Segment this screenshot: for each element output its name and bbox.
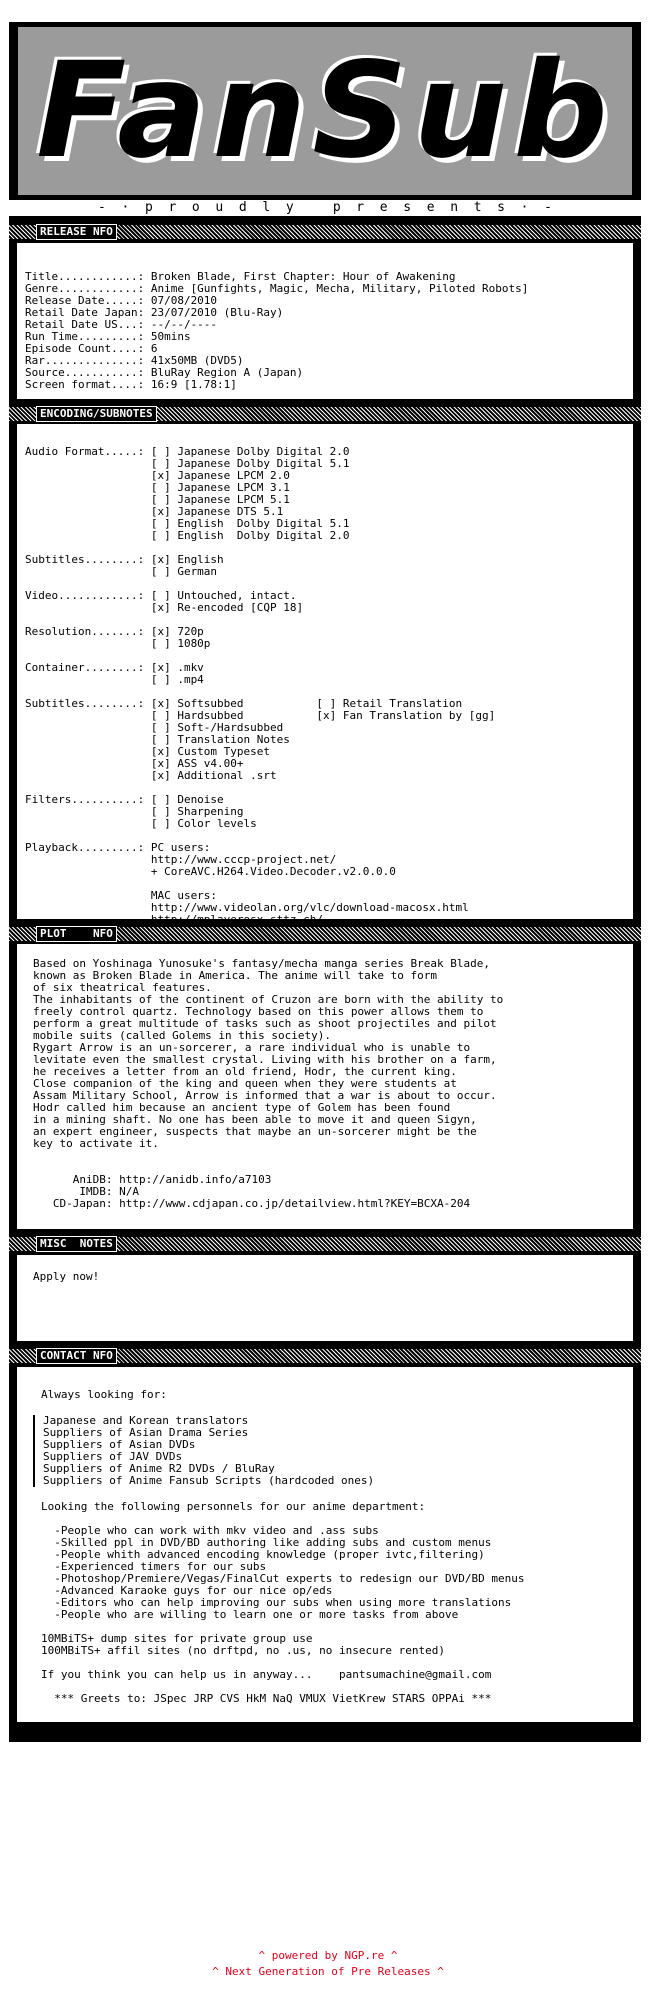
plot-header [9, 927, 641, 941]
misc-box [17, 1255, 633, 1341]
logo-text: FanSub [36, 34, 614, 188]
misc-title: MISC NOTES [37, 1237, 116, 1251]
contact-header [9, 1349, 641, 1363]
release-box [17, 243, 633, 399]
proudly-presents: - · p r o u d l y p r e s e n t s · - [9, 200, 641, 216]
nfo-panel [9, 22, 641, 1742]
misc-body: Apply now! [33, 1270, 100, 1283]
contact-box [17, 1367, 633, 1722]
release-title: RELEASE NFO [37, 225, 116, 239]
contact-intro: Always looking for: [41, 1388, 167, 1401]
plot-box [17, 944, 633, 1229]
contact-list: Japanese and Korean translators Suppliers of Asian Drama Series Suppliers of Asian DVDs Suppliers of JAV DVDs Suppliers of Anime R2 DVDs / BluRay Suppliers of Anime Fansub Scripts (hardcoded ones) [33, 1415, 633, 1487]
contact-title: CONTACT NFO [37, 1349, 116, 1363]
footer-powered: ^ powered by NGP.re ^ [258, 1949, 398, 1962]
misc-header [9, 1237, 641, 1251]
contact-body: Looking the following personnels for our anime department: -People who can work with mkv video and .ass subs -Skilled ppl in DVD/BD authoring like adding subs and custom menus -People whith advanced encoding knowledge (proper ivtc,filtering) -Experienced timers for our subs -Photoshop/Premiere/Vegas/FinalCut experts to redesign our DVD/BD menus -Advanced Karaoke guys for our nice op/eds -Editors who can help improving our subs when using more translations -People who are willing to learn one or more tasks from above 10MBiTS+ dump sites for private group use 100MBiTS+ affil sites (no drftpd, no .us, no insecure rented) If you think you can help us in anyway... pantsumachine@gmail.com *** Greets to: JSpec JRP CVS HkM NaQ VMUX VietKrew STARS OPPAi *** [41, 1500, 525, 1705]
footer-tagline: ^ Next Generation of Pre Releases ^ [212, 1965, 444, 1978]
plot-body: Based on Yoshinaga Yunosuke's fantasy/mecha manga series Break Blade, known as Broken Blade in America. The anime will take to form of six theatrical features. The inhabitants of the continent of Cruzon are born with the ability to freely control quartz. Technology based on this power allows them to perform a great multitude of tasks such as shoot projectiles and pilot mobile suits (called Golems in this society). Rygart Arrow is an un-sorcerer, a rare individual who is unable to levitate even the smallest crystal. Living with his brother on a farm, he receives a letter from an old friend, Hodr, the current king. Close companion of the king and queen when they were students at Assam Military School, Arrow is informed that a war is about to occur. Hodr called him because an ancient type of Golem has been found in a mining shaft. No one has been able to move it and queen Sigyn, an expert engineer, suspects that maybe an un-sorcerer might be the key to activate it. AniDB: http://anidb.info/a7103 IMDB: N/A CD-Japan: http://www.cdjapan.co.jp/detailview.html?KEY=BCXA-204 [33, 957, 504, 1210]
encoding-header [9, 407, 641, 421]
fansub-logo [18, 27, 632, 195]
encoding-body: Audio Format.....: [ ] Japanese Dolby Digital 2.0 [ ] Japanese Dolby Digital 5.1 [x] Japanese LPCM 2.0 [ ] Japanese LPCM 3.1 [ ] Japanese LPCM 5.1 [x] Japanese DTS 5.1 [ ] English Dolby Digital 5.1 [ ] English Dolby Digital 2.0 Subtitles........: [x] English [ ] German Video............: [ ] Untouched, intact. [x] Re-encoded [CQP 18] Resolution.......: [x] 720p [ ] 1080p Container........: [x] .mkv [ ] .mp4 Subtitles........: [x] Softsubbed [ ] Retail Translation [ ] Hardsubbed [x] Fan Translation by [gg] [ ] Soft-/Hardsubbed [ ] Translation Notes [x] Custom Typeset [x] ASS v4.00+ [x] Additional .srt Filters..........: [ ] Denoise [ ] Sharpening [ ] Color levels Playback.........: PC users: http://www.cccp-project.net/ + CoreAVC.H264.Video.Decoder.v2.0.0.0 MAC users: http://www.videolan.org/vlc/download-macosx.html http://mplayerosx.sttz.ch/ [25, 445, 496, 926]
encoding-box [17, 424, 633, 926]
encoding-title: ENCODING/SUBNOTES [37, 407, 156, 421]
release-header [9, 225, 641, 239]
release-body: Title............: Broken Blade, First Chapter: Hour of Awakening Genre............: Anime [Gunfights, Magic, Mecha, Military, Piloted Robots] Release Date.....: 07/08/2010 Retail Date Japan: 23/07/2010 (Blu-Ray) Retail Date US...: --/--/---- Run Time.........: 50mins Episode Count....: 6 Rar..............: 41x50MB (DVD5) Source...........: BluRay Region A (Japan) Screen format....: 16:9 [1.78:1] [25, 270, 529, 391]
plot-title: PLOT NFO [37, 927, 116, 941]
